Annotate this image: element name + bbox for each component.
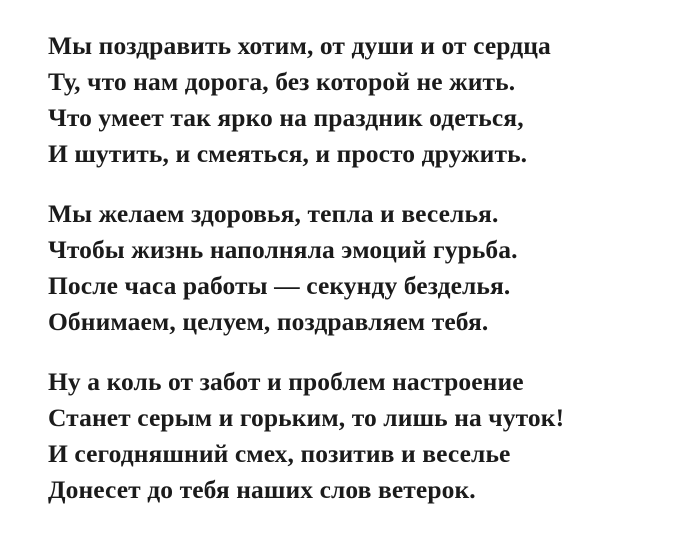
poem-line: Мы поздравить хотим, от души и от сердца [48, 31, 551, 60]
poem-stanza [48, 364, 660, 508]
poem-body [48, 28, 660, 508]
poem-line: Мы желаем здоровья, тепла и веселья. [48, 199, 499, 228]
poem-stanza [48, 196, 660, 340]
poem-line: Чтобы жизнь наполняла эмоций гурьба. [48, 235, 518, 264]
poem-line: Станет серым и горьким, то лишь на чуток! [48, 403, 565, 432]
poem-line: Донесет до тебя наших слов ветерок. [48, 475, 476, 504]
poem-line: И сегодняшний смех, позитив и веселье [48, 439, 511, 468]
poem-stanza [48, 28, 660, 172]
poem-line: Ну а коль от забот и проблем настроение [48, 367, 524, 396]
poem-line: Что умеет так ярко на праздник одеться, [48, 103, 524, 132]
poem-line: После часа работы — секунду безделья. [48, 271, 511, 300]
poem-line: Ту, что нам дорога, без которой не жить. [48, 67, 516, 96]
poem-line: И шутить, и смеяться, и просто дружить. [48, 139, 528, 168]
poem-line: Обнимаем, целуем, поздравляем тебя. [48, 307, 489, 336]
